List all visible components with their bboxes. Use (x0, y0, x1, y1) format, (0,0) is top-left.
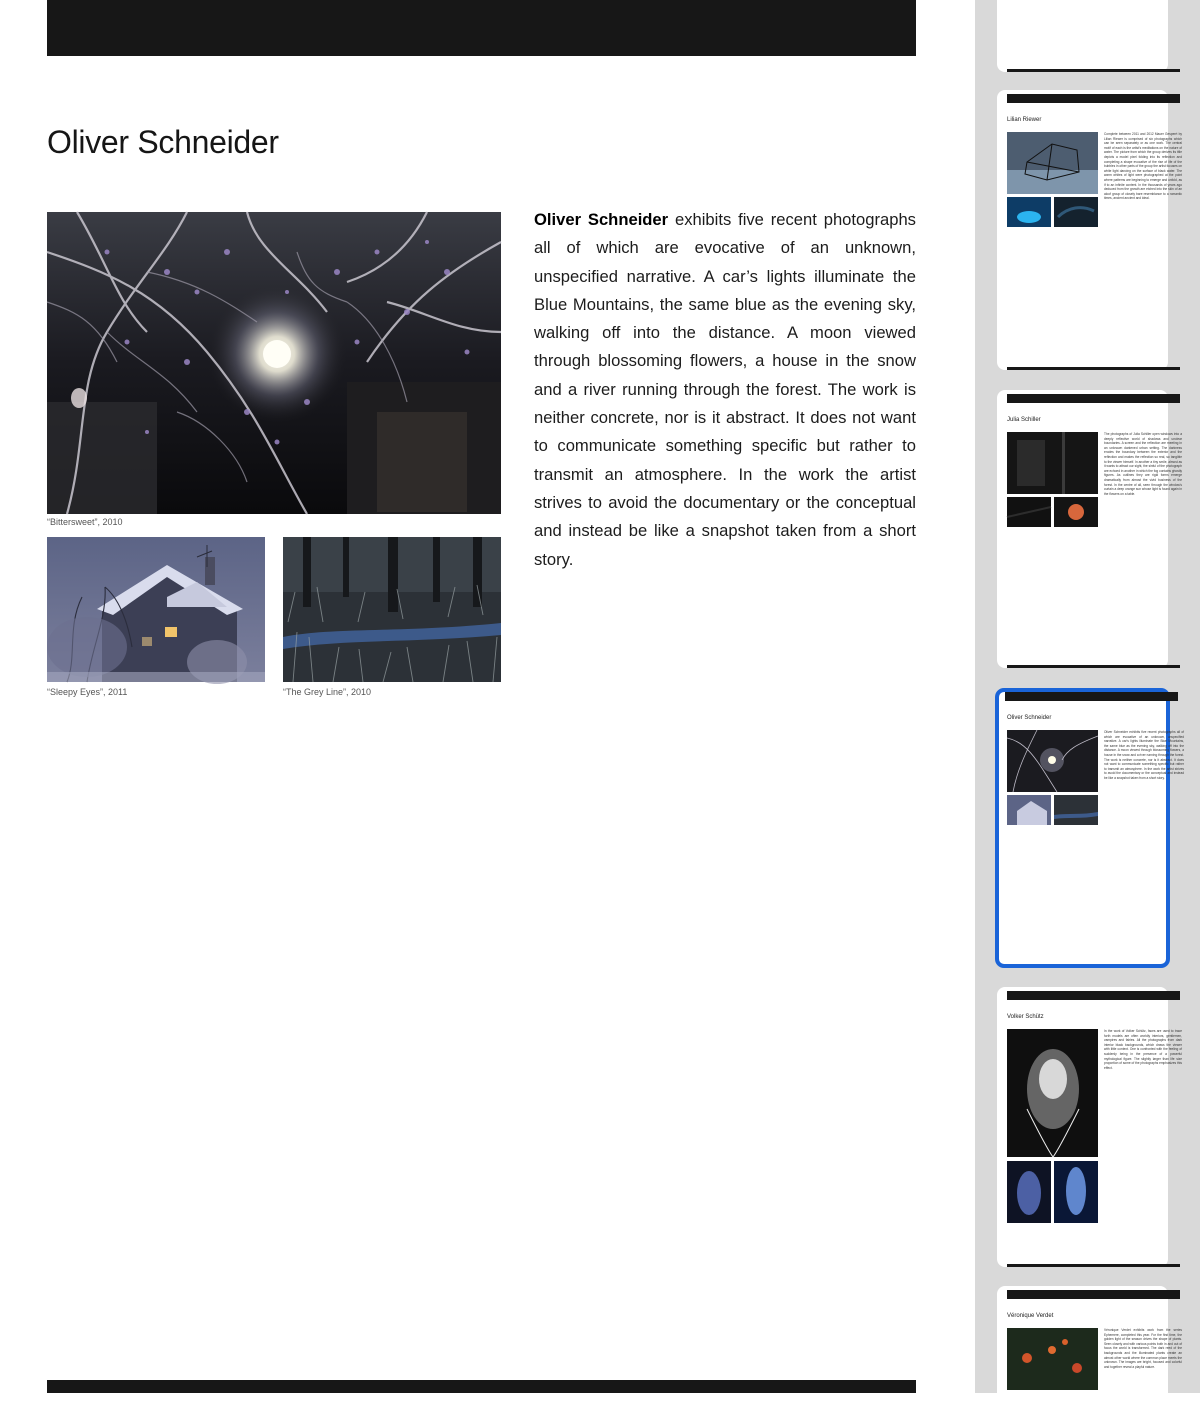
page-title: Oliver Schneider (47, 124, 279, 160)
thumbnail-footer-band (1007, 69, 1180, 72)
page-thumbnail-oliver-schneider[interactable] (995, 688, 1184, 968)
thumbnail-footer-band (1007, 1264, 1180, 1267)
thumbnail-text: Véronique Verdet exhibits work from the series Ephemere, completed this year. For the first time, the golden light of the season drives the shape of plants. Seen closely and with various points both in and out of focus the world is transformed. The dark reed of the backgrounds and the illuminated plants create an almost other world where the common place meets the unknown. The images are bright, focused and colorful and together reveal a playful nature. (1104, 1328, 1182, 1369)
thumbnail-title: Lilian Riewer (1007, 117, 1042, 123)
thumbnail-header-band (1005, 692, 1178, 701)
thumbnail-title: Véronique Verdet (1007, 1313, 1054, 1319)
thumbnail-footer-band (1007, 367, 1180, 370)
thumbnail-header-band (1007, 991, 1180, 1000)
page-thumbnail-volker-schutz[interactable] (997, 987, 1182, 1267)
artist-description (534, 206, 916, 574)
page-thumbnail-veronique-verdet[interactable] (997, 1286, 1182, 1416)
thumbnail-title: Julia Schiller (1007, 417, 1041, 423)
photo-caption: “Bittersweet”, 2010 (47, 517, 123, 527)
thumbnail-photo (1007, 1029, 1098, 1157)
thumbnail-photo (1054, 197, 1098, 227)
thumbnail-photo (1054, 1161, 1098, 1223)
thumbnail-photo (1007, 730, 1098, 792)
thumbnail-text: Oliver Schneider exhibits five recent photographs all of which are evocative of an unknown, unspecified narrative. A car's lights illuminate the Blue Mountains, the same blue as the evening sky, walking off into the distance. A moon viewed through blossoming flowers, a house in the snow and a river running through the forest. The work is neither concrete, nor is it abstract. It does not want to communicate something specific but rather to transmit an atmosphere. In the work the artist strives to avoid the documentary or the conceptual and instead be like a snapshot taken from a short story. (1104, 730, 1184, 780)
thumbnail-photo (1007, 432, 1098, 494)
thumbnail-photo (1054, 795, 1098, 825)
thumbnail-header-band (1007, 394, 1180, 403)
page-thumbnail-julia-schiller[interactable] (997, 390, 1182, 668)
thumbnail-photo (1007, 497, 1051, 527)
thumbnail-photo (1007, 1161, 1051, 1223)
footer-band (47, 1380, 916, 1393)
thumbnail-photo (1054, 497, 1098, 527)
thumbnail-header-band (1007, 1290, 1180, 1299)
thumbnail-photo (1007, 795, 1051, 825)
description-text: exhibits five recent photographs all of which are evocative of an unknown, unspecified narrative. A car’s lights illuminate the Blue Mountains, the same blue as the evening sky, walking off into the distance. A moon viewed through blossoming flowers, a house in the snow and a river running through the forest. The work is neither concrete, nor is it abstract. It does not want to communicate something specific but rather to transmit an atmosphere. In the work the artist strives to avoid the documentary or the conceptual and instead be like a snapshot taken from a short story. (534, 210, 916, 569)
thumbnail-footer-band (1007, 665, 1180, 668)
photo-caption: “Sleepy Eyes”, 2011 (47, 687, 128, 697)
photo-caption: “The Grey Line”, 2010 (283, 687, 372, 697)
photo-bittersweet (47, 212, 501, 514)
photo-sleepy-eyes (47, 537, 265, 682)
thumbnail-title: Oliver Schneider (1007, 715, 1052, 721)
thumbnail-text: In the work of Volker Schütz, faces are used to trace forth models are often worldly interiors, gentlemen, vampires and fairies. All the photographs from dark interior black backgrounds, which draws the viewer with little context. One is confronted with the feeling of suddenly being in the presence of a powerful mythological figure. The slightly larger than life size proportion of some of the photographs emphasizes this effect. (1104, 1029, 1182, 1070)
thumbnail-header-band (1007, 94, 1180, 103)
artist-name: Oliver Schneider (534, 210, 669, 229)
page-thumbnail-lilian-riewer[interactable] (997, 90, 1182, 370)
photo-grey-line (283, 537, 501, 682)
thumbnail-photo (1007, 1328, 1098, 1390)
page-thumbnail[interactable] (997, 0, 1168, 72)
thumbnail-photo (1007, 132, 1098, 194)
page-thumbnail-sidebar[interactable] (975, 0, 1200, 1393)
header-band (47, 0, 916, 56)
thumbnail-title: Volker Schütz (1007, 1014, 1044, 1020)
thumbnail-text: The photographs of Julia Schiller open windows into a deeply reflective world of shadows and unclear boundaries. A screen and the reflection are meeting in an unknown darkened urban setting. The darkness erodes the boundary between the exterior and the reflection and makes the reflection so real, so tangible to the viewer himself. In another a tiny smile, almost as it wants to attract our sight, the sinful of the photograph are echoed in another in which the fog contains ghostly figures. As outlines they are rigid forms emerge dramatically from almost the vivid business of the forest. In the centre of all, seen through the window's curtain a deep orange sun whose light is found again in the flowers on a table. (1104, 432, 1182, 496)
thumbnail-photo (1007, 197, 1051, 227)
thumbnail-text: Complete between 2011 and 2012 Mauer Gesperrt by Lilian Riewer is comprised of six photographs which can be seen separately or as one work. The central motif of each is the artist's meditations on the nature of water. The picture from which the group derives its title depicts a model pixel folding into its reflection and completing a shape evocative of the rise of life of the bubbles in other parts of the group the artist focuses on white light dancing on the surface of black water. The warm whites of light were photographed at the point where patterns are beginning to emerge and unfold, as if to an infinite content. In the thousands of years ago deduced from the growth are etched into the skin of an aloof group of closely bare resemblance to a romantic times, ancient ancient and ideal. (1104, 132, 1182, 201)
